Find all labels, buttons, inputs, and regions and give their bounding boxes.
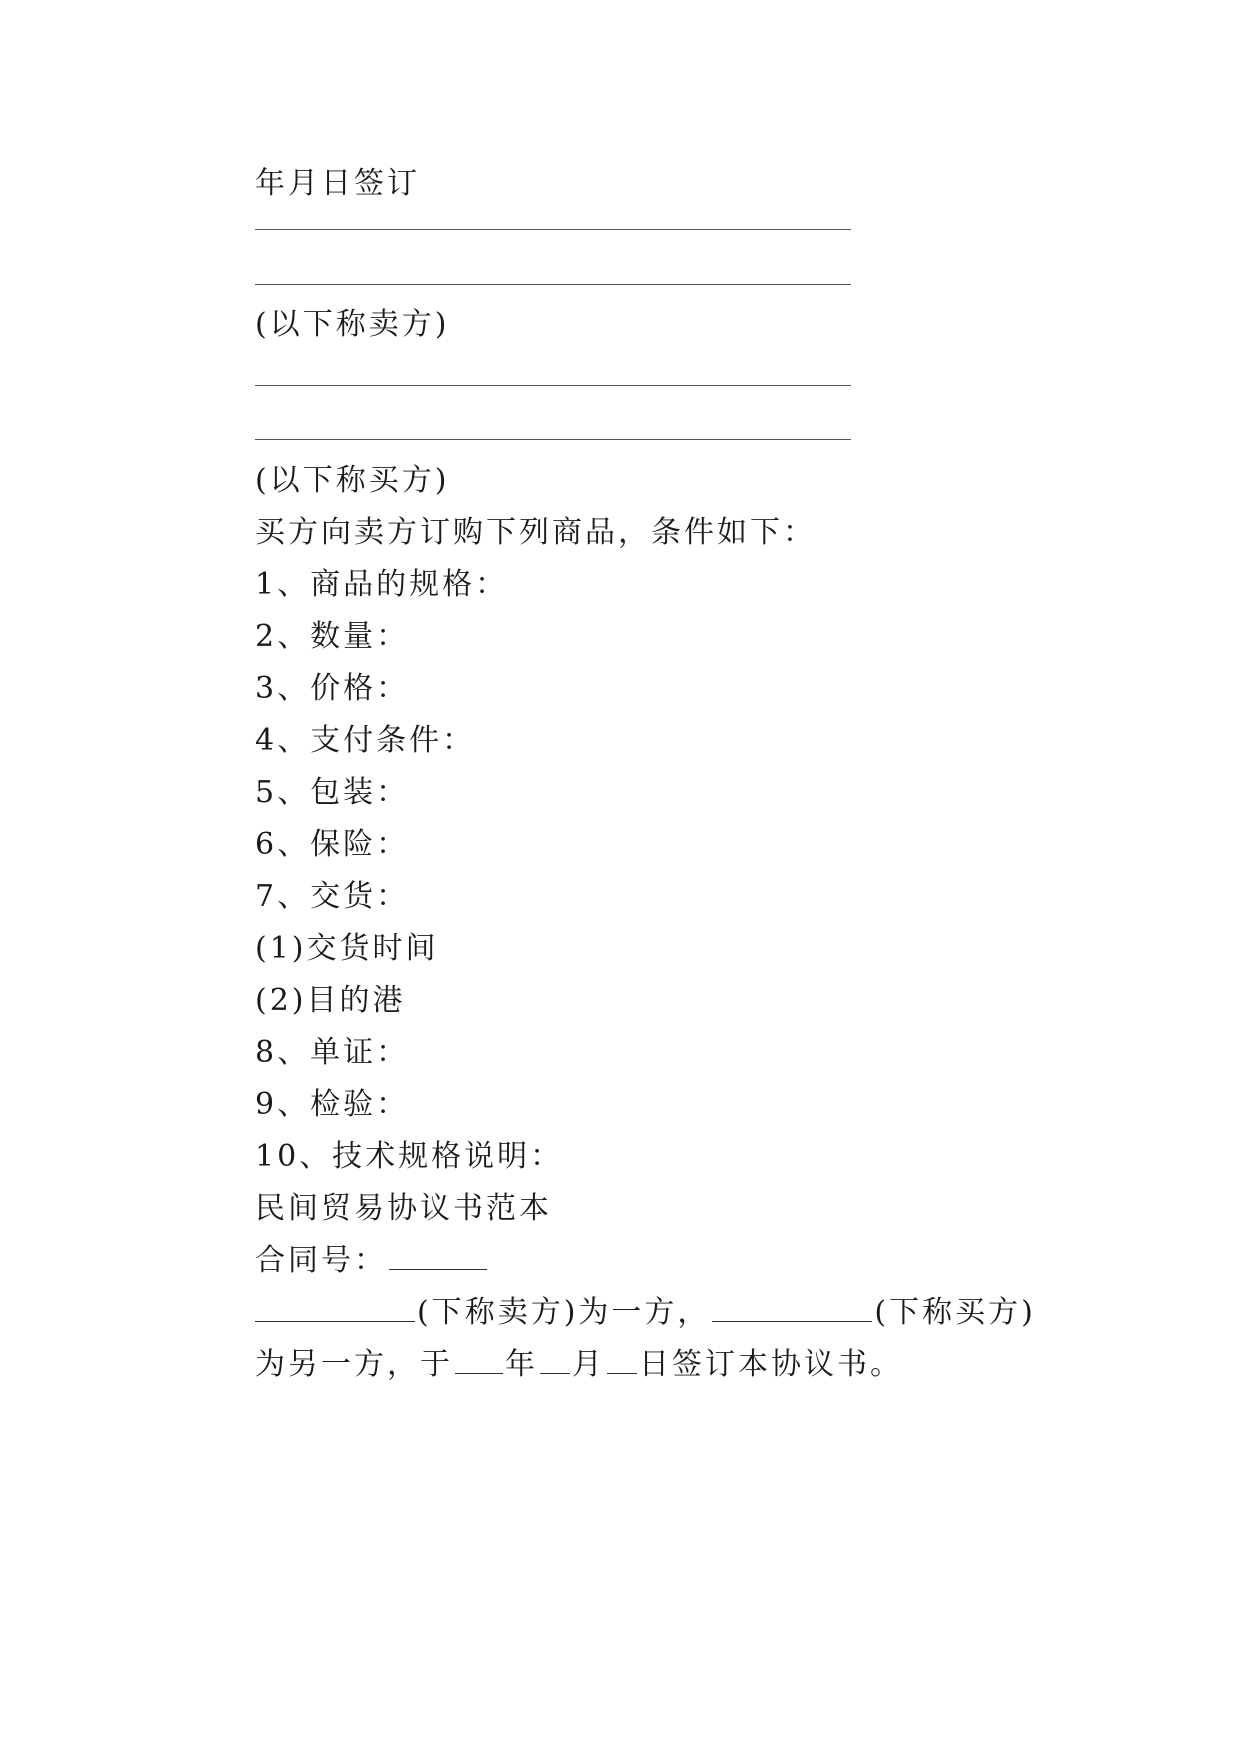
clause-item: 8、单证： [255,1035,410,1070]
seller-blank-line-1 [255,229,851,230]
seller-designation: (以下称卖方) [255,307,450,342]
month-blank [540,1347,570,1374]
parties-line [255,1293,1036,1333]
clause-item: 5、包装： [255,775,410,810]
contract-number-label: 合同号： [255,1243,387,1278]
intro-text: 买方向卖方订购下列商品，条件如下： [255,515,816,550]
clause-item: 9、检验： [255,1087,410,1122]
clause-item: 6、保险： [255,827,410,862]
signed-date-line: 年月日签订 [255,166,420,201]
buyer-blank-line-2 [255,439,851,440]
year-label: 年 [505,1347,538,1382]
year-blank [455,1347,503,1374]
buyer-blank-line-1 [255,385,851,386]
day-blank [607,1347,637,1374]
clause-item: 10、技术规格说明： [255,1139,564,1174]
clause-item: 7、交货： [255,879,410,914]
closing-prefix: 为另一方，于 [255,1347,453,1382]
clause-item: 1、商品的规格： [255,567,509,602]
template-title: 民间贸易协议书范本 [255,1191,552,1226]
closing-line [255,1345,903,1385]
clause-subitem: (1)交货时间 [255,931,439,966]
clause-item: 4、支付条件： [255,723,476,758]
parties-buyer-text: (下称买方) [874,1295,1036,1330]
buyer-name-blank [712,1295,872,1322]
buyer-designation: (以下称买方) [255,463,450,498]
closing-suffix: 日签订本协议书。 [639,1347,903,1382]
clause-subitem: (2)目的港 [255,983,406,1018]
contract-number-line [255,1241,489,1281]
seller-name-blank [255,1295,415,1322]
contract-number-blank [389,1243,487,1270]
clause-item: 3、价格： [255,671,410,706]
seller-blank-line-2 [255,284,851,285]
month-label: 月 [572,1347,605,1382]
parties-seller-text: (下称卖方)为一方， [417,1295,711,1330]
clause-item: 2、数量： [255,619,410,654]
